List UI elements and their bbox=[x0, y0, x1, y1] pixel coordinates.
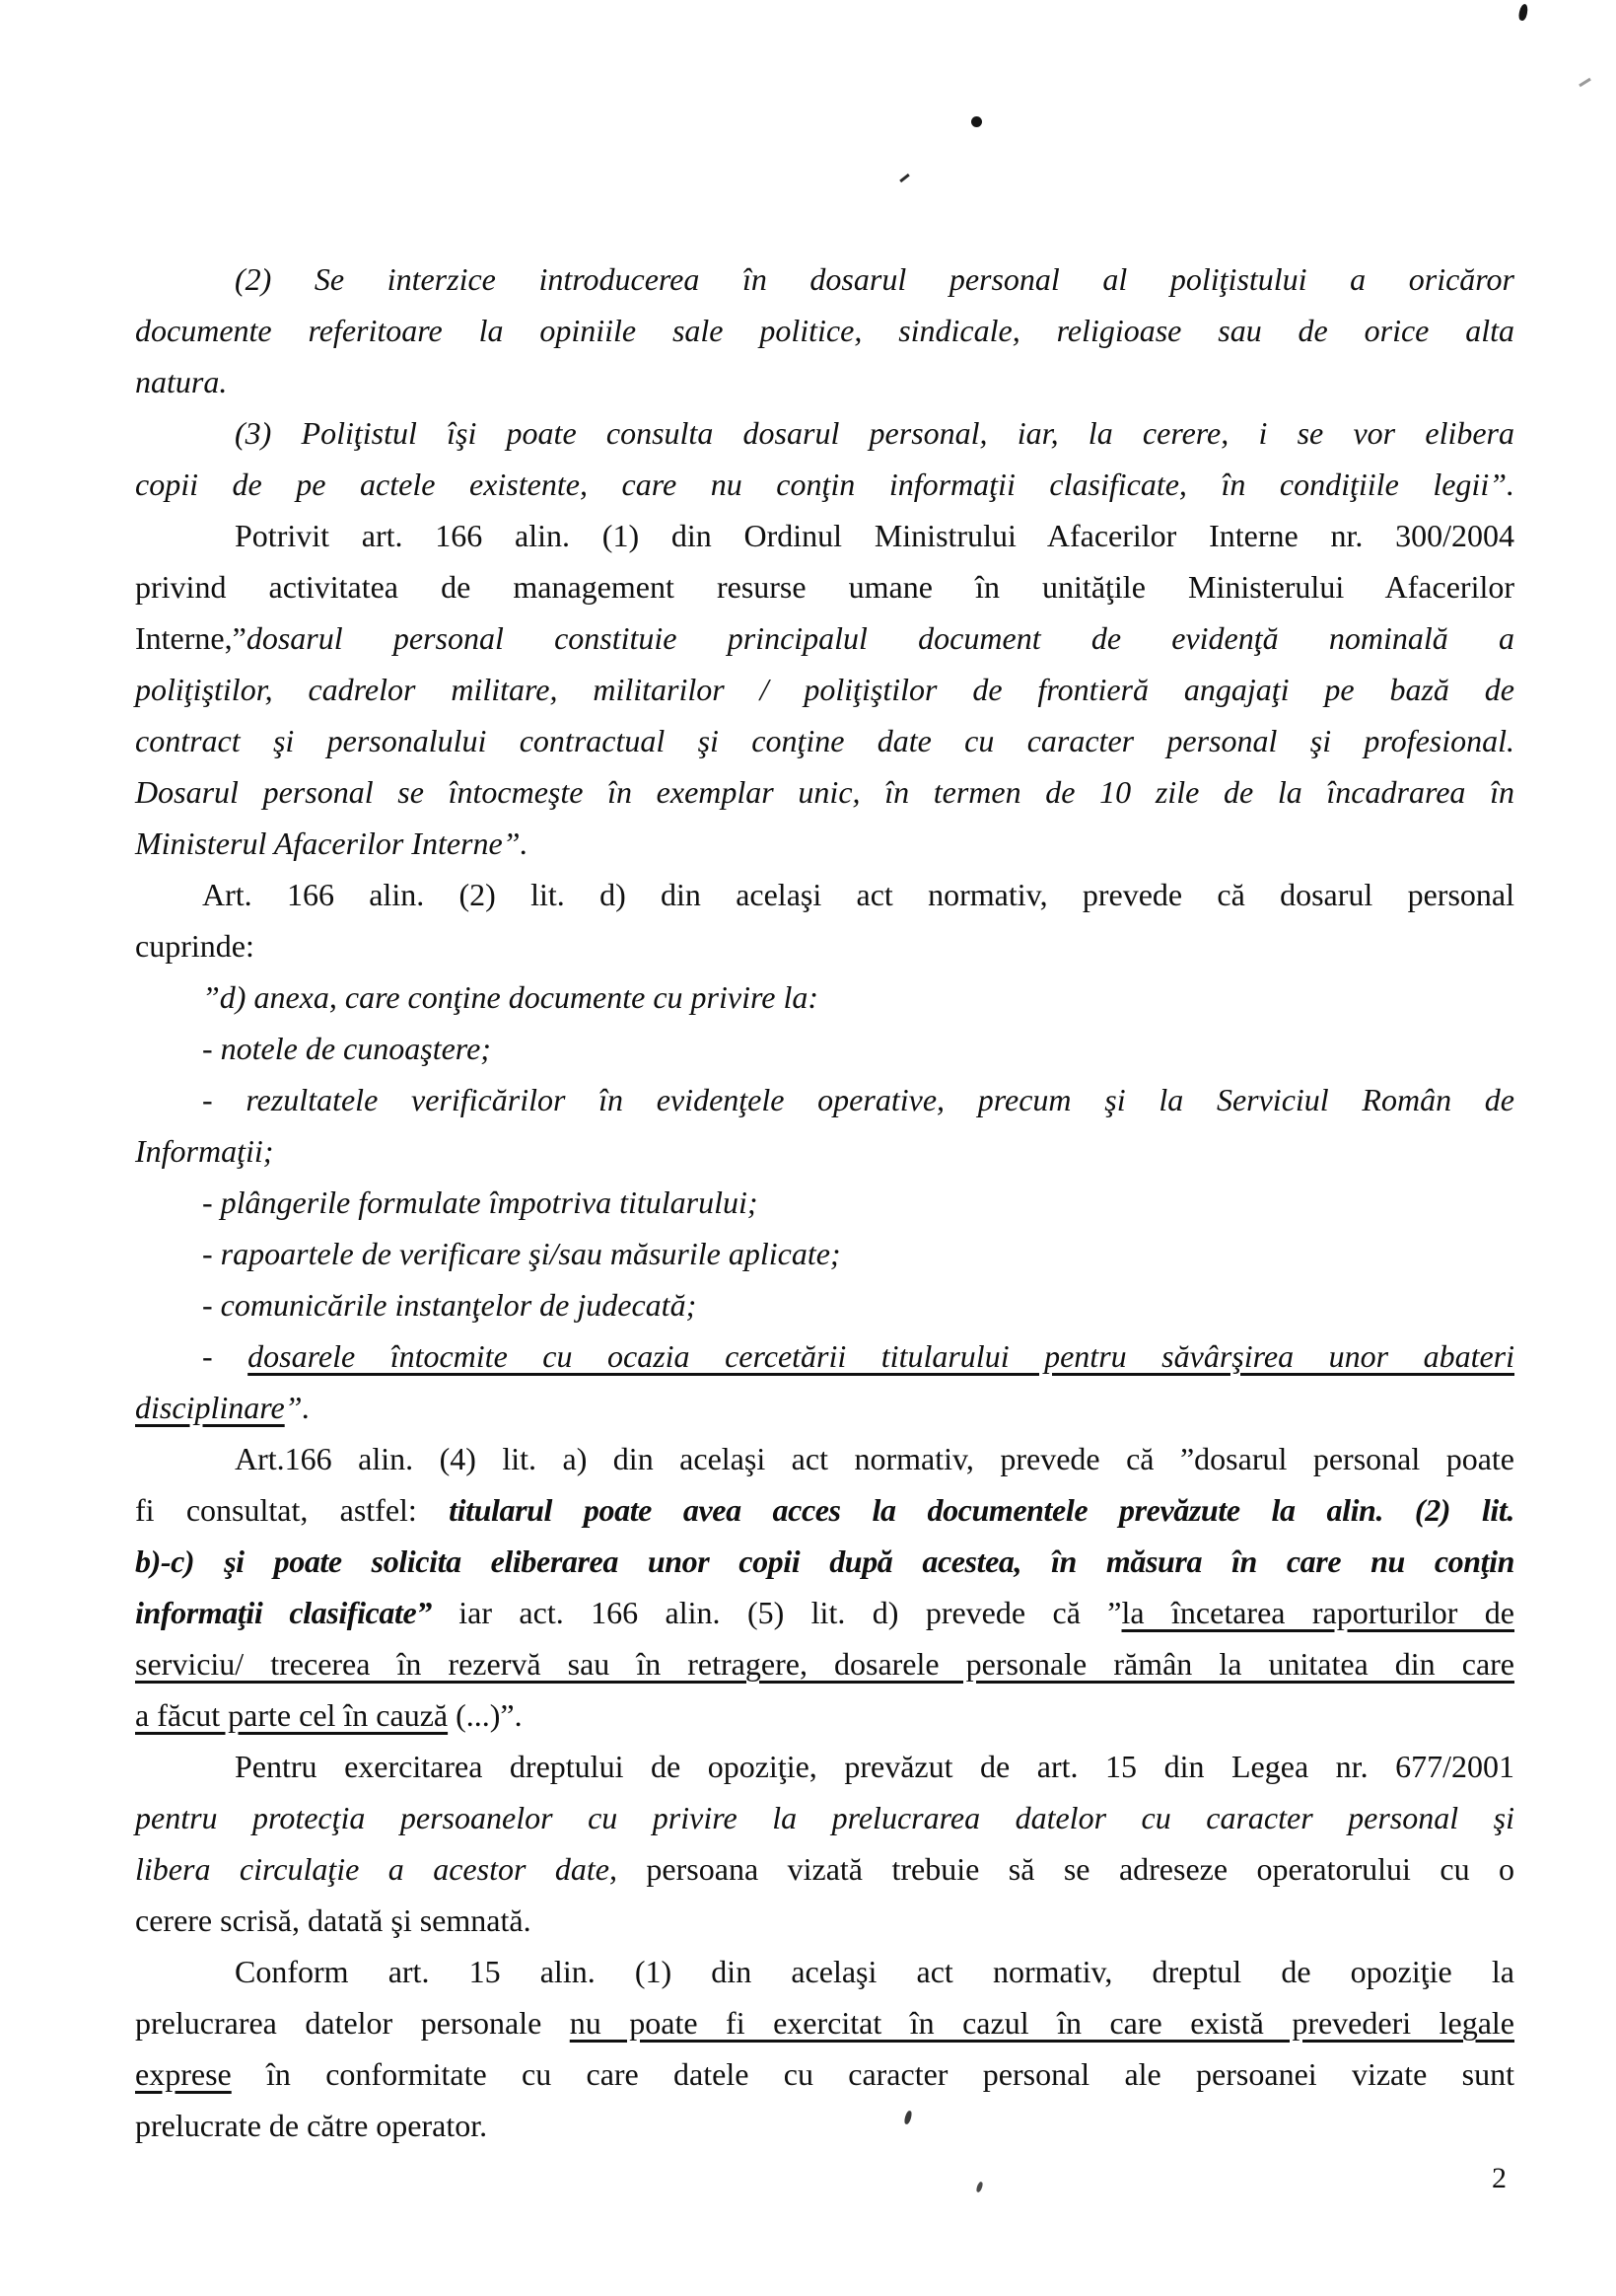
text-line bbox=[135, 818, 1514, 869]
text-line bbox=[135, 766, 1514, 818]
scan-artifact-speck bbox=[975, 2181, 983, 2192]
text-line bbox=[135, 1382, 1514, 1433]
text-segment: contract şi personalului contractual şi conţine date cu caracter personal şi profesional. bbox=[135, 723, 1514, 758]
text-segment: - bbox=[202, 1338, 248, 1374]
text-line bbox=[135, 407, 1514, 459]
text-line bbox=[135, 1177, 1514, 1228]
text-segment: prelucrate de către operator. bbox=[135, 2108, 488, 2143]
text-segment: - plângerile formulate împotriva titularului; bbox=[202, 1184, 758, 1220]
text-segment: fi consultat, astfel: bbox=[135, 1492, 450, 1528]
text-segment: a făcut parte cel în cauză bbox=[135, 1697, 449, 1733]
text-segment: dosarul personal constituie principalul document de evidenţă nominală a bbox=[246, 620, 1514, 656]
scan-artifact-speck bbox=[1517, 3, 1528, 21]
text-line bbox=[135, 1228, 1514, 1279]
text-line bbox=[135, 1484, 1514, 1536]
text-line bbox=[135, 2048, 1514, 2100]
text-segment: Dosarul personal se întocmeşte în exemplar unic, în termen de 10 zile de la încadrarea în bbox=[135, 774, 1514, 810]
scan-artifact-speck bbox=[899, 174, 910, 182]
text-segment: dosarele întocmite cu ocazia cercetării titularului pentru săvârşirea unor abateri bbox=[247, 1338, 1515, 1374]
text-segment: Art.166 alin. (4) lit. a) din acelaşi act normativ, prevede că ”dosarul personal poate bbox=[235, 1441, 1514, 1476]
text-line bbox=[135, 1895, 1514, 1946]
text-segment: Ministerul Afacerilor Interne”. bbox=[135, 825, 528, 861]
text-segment: - notele de cunoaştere; bbox=[202, 1031, 491, 1066]
text-line bbox=[135, 971, 1514, 1023]
text-segment: disciplinare bbox=[135, 1390, 285, 1425]
text-line bbox=[135, 459, 1514, 510]
text-line bbox=[135, 510, 1514, 561]
text-line bbox=[135, 1997, 1514, 2048]
text-segment: copii de pe actele existente, care nu conţin informaţii clasificate, în condiţiile legii”. bbox=[135, 466, 1514, 502]
text-line bbox=[135, 612, 1514, 664]
text-line bbox=[135, 1741, 1514, 1792]
text-line bbox=[135, 305, 1514, 356]
text-line bbox=[135, 869, 1514, 920]
text-segment: Art. 166 alin. (2) lit. d) din acelaşi act normativ, prevede că dosarul personal bbox=[202, 877, 1514, 912]
text-segment: ”d) anexa, care conţine documente cu privire la: bbox=[202, 979, 818, 1015]
text-line bbox=[135, 1946, 1514, 1997]
text-line bbox=[135, 356, 1514, 407]
text-segment: privind activitatea de management resurse umane în unităţile Ministerului Afacerilor bbox=[135, 569, 1514, 605]
text-segment: - rezultatele verificărilor în evidenţele operative, precum şi la Serviciul Român de bbox=[202, 1082, 1514, 1117]
text-line bbox=[135, 1074, 1514, 1125]
text-segment: natura. bbox=[135, 364, 228, 399]
text-segment: Pentru exercitarea dreptului de opoziţie, prevăzut de art. 15 din Legea nr. 677/2001 bbox=[235, 1749, 1514, 1784]
text-line bbox=[135, 920, 1514, 971]
text-segment: prelucrarea datelor personale bbox=[135, 2005, 570, 2041]
text-segment: - comunicările instanţelor de judecată; bbox=[202, 1287, 697, 1323]
text-line bbox=[135, 561, 1514, 612]
text-segment: nu poate fi exercitat în cazul în care există prevederi legale bbox=[569, 2005, 1514, 2041]
text-segment: (2) Se interzice introducerea în dosarul personal al poliţistului a oricăror bbox=[235, 261, 1514, 297]
text-segment: titularul poate avea acces la documentele prevăzute la alin. (2) lit. bbox=[449, 1492, 1514, 1528]
text-segment: exprese bbox=[135, 2056, 232, 2092]
text-segment: b)-c) şi poate solicita eliberarea unor copii după acestea, în măsura în care nu conţin bbox=[135, 1543, 1514, 1579]
text-segment: Potrivit art. 166 alin. (1) din Ordinul Ministrului Afacerilor Interne nr. 300/2004 bbox=[235, 518, 1514, 553]
text-segment: în conformitate cu care datele cu caracter personal ale persoanei vizate sunt bbox=[231, 2056, 1514, 2092]
text-line bbox=[135, 1279, 1514, 1330]
text-line bbox=[135, 1433, 1514, 1484]
text-line bbox=[135, 1689, 1514, 1741]
text-segment: informaţii clasificate” bbox=[135, 1595, 432, 1630]
document-text-block bbox=[135, 253, 1514, 2151]
text-segment: ”. bbox=[284, 1390, 311, 1425]
text-segment: (...)”. bbox=[448, 1697, 523, 1733]
scan-artifact-speck bbox=[1579, 78, 1591, 87]
scan-artifact-speck bbox=[971, 116, 982, 127]
text-segment: pentru protecţia persoanelor cu privire la prelucrarea datelor cu caracter personal şi bbox=[135, 1800, 1514, 1835]
text-line bbox=[135, 1587, 1514, 1638]
text-line bbox=[135, 1023, 1514, 1074]
text-segment: persoana vizată trebuie să se adreseze operatorului cu o bbox=[616, 1851, 1515, 1887]
text-segment: (3) Poliţistul îşi poate consulta dosarul personal, iar, la cerere, i se vor elibera bbox=[235, 415, 1514, 451]
text-line bbox=[135, 1638, 1514, 1689]
page-number: 2 bbox=[1492, 2162, 1507, 2194]
text-line bbox=[135, 715, 1514, 766]
text-line bbox=[135, 1536, 1514, 1587]
text-segment: poliţiştilor, cadrelor militare, militarilor / poliţiştilor de frontieră angajaţi pe bază de bbox=[135, 672, 1514, 707]
text-segment: Conform art. 15 alin. (1) din acelaşi act normativ, dreptul de opoziţie la bbox=[235, 1954, 1514, 1989]
text-segment: Interne,” bbox=[135, 620, 246, 656]
text-segment: cuprinde: bbox=[135, 928, 254, 964]
text-line bbox=[135, 1843, 1514, 1895]
text-line bbox=[135, 1330, 1514, 1382]
text-segment: libera circulaţie a acestor date, bbox=[135, 1851, 617, 1887]
text-segment: Informaţii; bbox=[135, 1133, 274, 1169]
text-line bbox=[135, 1792, 1514, 1843]
text-line bbox=[135, 664, 1514, 715]
text-line bbox=[135, 1125, 1514, 1177]
text-segment: - rapoartele de verificare şi/sau măsurile aplicate; bbox=[202, 1236, 841, 1271]
text-segment: iar act. 166 alin. (5) lit. d) prevede că ” bbox=[431, 1595, 1122, 1630]
text-line bbox=[135, 2100, 1514, 2151]
text-segment: cerere scrisă, datată şi semnată. bbox=[135, 1902, 531, 1938]
text-segment: documente referitoare la opiniile sale politice, sindicale, religioase sau de orice alta bbox=[135, 313, 1514, 348]
text-line bbox=[135, 253, 1514, 305]
text-segment: serviciu/ trecerea în rezervă sau în retragere, dosarele personale rămân la unitatea din care bbox=[135, 1646, 1514, 1682]
text-segment: la încetarea raporturilor de bbox=[1121, 1595, 1514, 1630]
